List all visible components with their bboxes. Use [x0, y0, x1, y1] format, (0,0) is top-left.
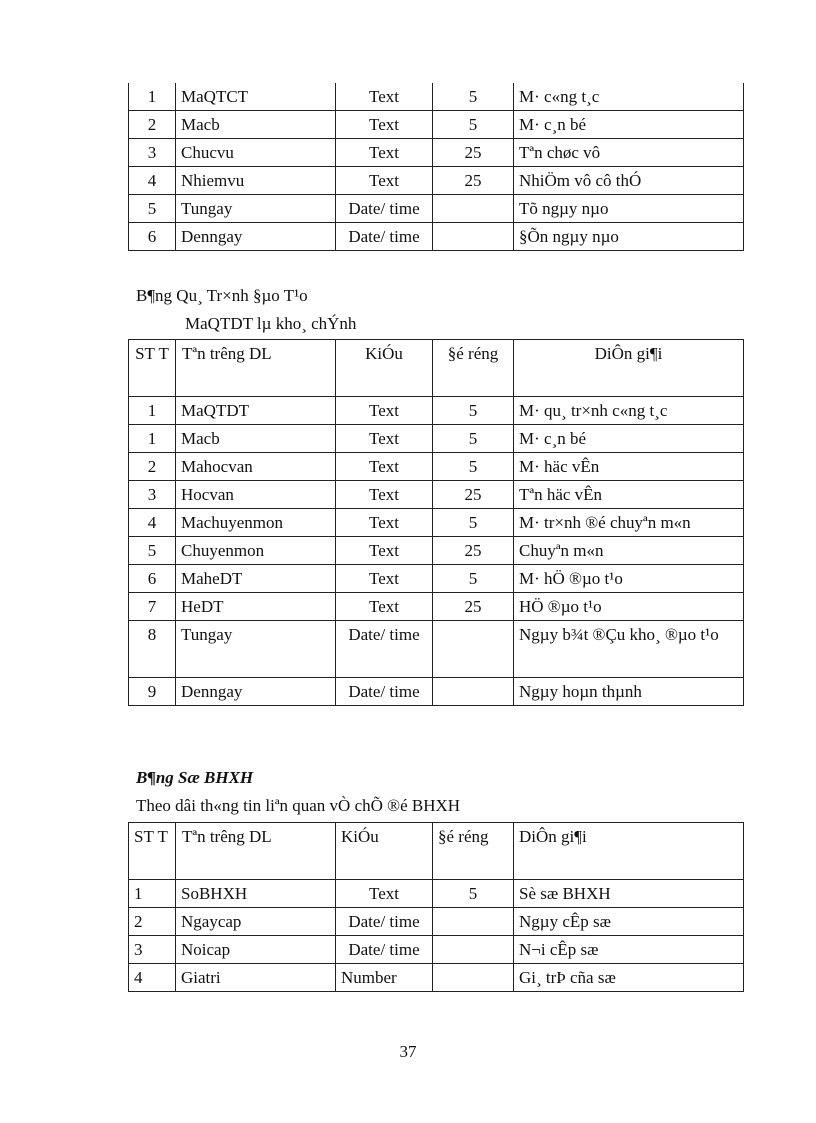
table-row	[129, 223, 744, 251]
table-row	[129, 139, 744, 167]
size-cell: 25	[433, 537, 514, 565]
field-name-cell: Tungay	[176, 621, 336, 678]
description-cell: M· qu¸ tr×nh c«ng t¸c	[514, 397, 744, 425]
field-name-cell: Giatri	[176, 964, 336, 992]
table-row	[129, 425, 744, 453]
field-name-cell: Chucvu	[176, 139, 336, 167]
size-cell: 25	[433, 167, 514, 195]
description-cell: M· hÖ ®µo t¹o	[514, 565, 744, 593]
stt-cell: 2	[129, 453, 176, 481]
size-cell: 5	[433, 509, 514, 537]
field-name-cell: Tungay	[176, 195, 336, 223]
page-number: 37	[399, 1042, 417, 1061]
size-cell	[433, 964, 514, 992]
field-name-cell: Macb	[176, 425, 336, 453]
size-cell: 5	[433, 453, 514, 481]
type-cell: Date/ time	[336, 621, 433, 678]
description-cell: NhiÖm vô cô thÓ	[514, 167, 744, 195]
stt-cell: 8	[129, 621, 176, 678]
size-cell: 25	[433, 139, 514, 167]
description-cell: M· c¸n bé	[514, 111, 744, 139]
description-cell: Chuyªn m«n	[514, 537, 744, 565]
type-cell: Date/ time	[336, 195, 433, 223]
type-cell: Text	[336, 593, 433, 621]
type-cell: Text	[336, 139, 433, 167]
type-cell: Text	[336, 111, 433, 139]
table-row	[129, 565, 744, 593]
type-cell: Date/ time	[336, 678, 433, 706]
stt-cell: 4	[129, 964, 176, 992]
table-row	[129, 678, 744, 706]
size-cell: 5	[433, 565, 514, 593]
header-size: §é réng	[433, 823, 514, 880]
description-cell: N¬i cÊp sæ	[514, 936, 744, 964]
table-row	[129, 111, 744, 139]
type-cell: Date/ time	[336, 936, 433, 964]
table-header-row	[129, 340, 744, 397]
description-cell: HÖ ®µo t¹o	[514, 593, 744, 621]
description-cell: Tªn häc vÊn	[514, 481, 744, 509]
type-cell: Date/ time	[336, 908, 433, 936]
description-cell: §Õn ngµy nµo	[514, 223, 744, 251]
size-cell	[433, 936, 514, 964]
stt-cell: 7	[129, 593, 176, 621]
table-row	[129, 397, 744, 425]
size-cell	[433, 678, 514, 706]
size-cell: 5	[433, 111, 514, 139]
type-cell: Text	[336, 565, 433, 593]
size-cell: 5	[433, 425, 514, 453]
description-cell: Tõ ngµy nµo	[514, 195, 744, 223]
stt-cell: 6	[129, 565, 176, 593]
type-cell: Text	[336, 397, 433, 425]
table-row	[129, 621, 744, 678]
header-size: §é réng	[433, 340, 514, 397]
type-cell: Date/ time	[336, 223, 433, 251]
description-cell: Ngµy cÊp sæ	[514, 908, 744, 936]
stt-cell: 1	[129, 425, 176, 453]
size-cell	[433, 195, 514, 223]
type-cell: Text	[336, 167, 433, 195]
stt-cell: 3	[129, 481, 176, 509]
table-row	[129, 509, 744, 537]
size-cell: 5	[433, 83, 514, 111]
stt-cell: 3	[129, 936, 176, 964]
stt-cell: 6	[129, 223, 176, 251]
size-cell	[433, 223, 514, 251]
section-title-qtdt: B¶ng Qu¸ Tr×nh §µo T¹o	[136, 286, 308, 305]
stt-cell: 1	[129, 83, 176, 111]
field-name-cell: SoBHXH	[176, 880, 336, 908]
table-row	[129, 167, 744, 195]
field-name-cell: Nhiemvu	[176, 167, 336, 195]
type-cell: Text	[336, 880, 433, 908]
field-name-cell: Mahocvan	[176, 453, 336, 481]
type-cell: Text	[336, 453, 433, 481]
stt-cell: 2	[129, 908, 176, 936]
description-cell: Ngµy hoµn thµnh	[514, 678, 744, 706]
field-name-cell: Denngay	[176, 223, 336, 251]
table-row	[129, 195, 744, 223]
stt-cell: 4	[129, 167, 176, 195]
stt-cell: 1	[129, 880, 176, 908]
header-field-name: Tªn trêng DL	[176, 823, 336, 880]
stt-cell: 9	[129, 678, 176, 706]
type-cell: Number	[336, 964, 433, 992]
table-row	[129, 83, 744, 111]
description-cell: Sè sæ BHXH	[514, 880, 744, 908]
description-cell: M· c«ng t¸c	[514, 83, 744, 111]
header-field-name: Tªn trêng DL	[176, 340, 336, 397]
description-cell: Tªn chøc vô	[514, 139, 744, 167]
section-subtitle-bhxh: Theo dâi th«ng tin liªn quan vÒ chÕ ®é BHXH	[136, 796, 461, 815]
field-name-cell: Ngaycap	[176, 908, 336, 936]
type-cell: Text	[336, 509, 433, 537]
field-name-cell: MaQTCT	[176, 83, 336, 111]
header-description: DiÔn gi¶i	[514, 823, 744, 880]
table-row	[129, 964, 744, 992]
stt-cell: 2	[129, 111, 176, 139]
field-name-cell: HeDT	[176, 593, 336, 621]
type-cell: Text	[336, 481, 433, 509]
size-cell: 25	[433, 593, 514, 621]
description-cell: M· c¸n bé	[514, 425, 744, 453]
stt-cell: 5	[129, 195, 176, 223]
field-name-cell: Noicap	[176, 936, 336, 964]
section-subtitle-qtdt: MaQTDT lµ kho¸ chÝnh	[185, 314, 357, 333]
type-cell: Text	[336, 83, 433, 111]
header-stt: ST T	[129, 340, 176, 397]
field-name-cell: MaheDT	[176, 565, 336, 593]
table-row	[129, 936, 744, 964]
field-name-cell: MaQTDT	[176, 397, 336, 425]
description-cell: M· tr×nh ®é chuyªn m«n	[514, 509, 744, 537]
qtct-table	[128, 83, 744, 251]
size-cell	[433, 621, 514, 678]
qtdt-table	[128, 339, 744, 706]
table-row	[129, 908, 744, 936]
size-cell	[433, 908, 514, 936]
table-row	[129, 593, 744, 621]
size-cell: 5	[433, 397, 514, 425]
header-type: KiÓu	[336, 340, 433, 397]
stt-cell: 5	[129, 537, 176, 565]
stt-cell: 3	[129, 139, 176, 167]
description-cell: M· häc vÊn	[514, 453, 744, 481]
description-cell: Gi¸ trÞ cña sæ	[514, 964, 744, 992]
bhxh-table	[128, 822, 744, 992]
description-cell: Ngµy b¾t ®Çu kho¸ ®µo t¹o	[514, 621, 744, 678]
header-description: DiÔn gi¶i	[514, 340, 744, 397]
table-row	[129, 880, 744, 908]
header-stt: ST T	[129, 823, 176, 880]
table-row	[129, 453, 744, 481]
stt-cell: 4	[129, 509, 176, 537]
field-name-cell: Chuyenmon	[176, 537, 336, 565]
table-row	[129, 481, 744, 509]
field-name-cell: Hocvan	[176, 481, 336, 509]
header-type: KiÓu	[336, 823, 433, 880]
type-cell: Text	[336, 425, 433, 453]
field-name-cell: Denngay	[176, 678, 336, 706]
table-header-row	[129, 823, 744, 880]
size-cell: 25	[433, 481, 514, 509]
size-cell: 5	[433, 880, 514, 908]
table-row	[129, 537, 744, 565]
field-name-cell: Macb	[176, 111, 336, 139]
section-title-bhxh: B¶ng Sæ BHXH	[136, 768, 254, 787]
stt-cell: 1	[129, 397, 176, 425]
field-name-cell: Machuyenmon	[176, 509, 336, 537]
type-cell: Text	[336, 537, 433, 565]
